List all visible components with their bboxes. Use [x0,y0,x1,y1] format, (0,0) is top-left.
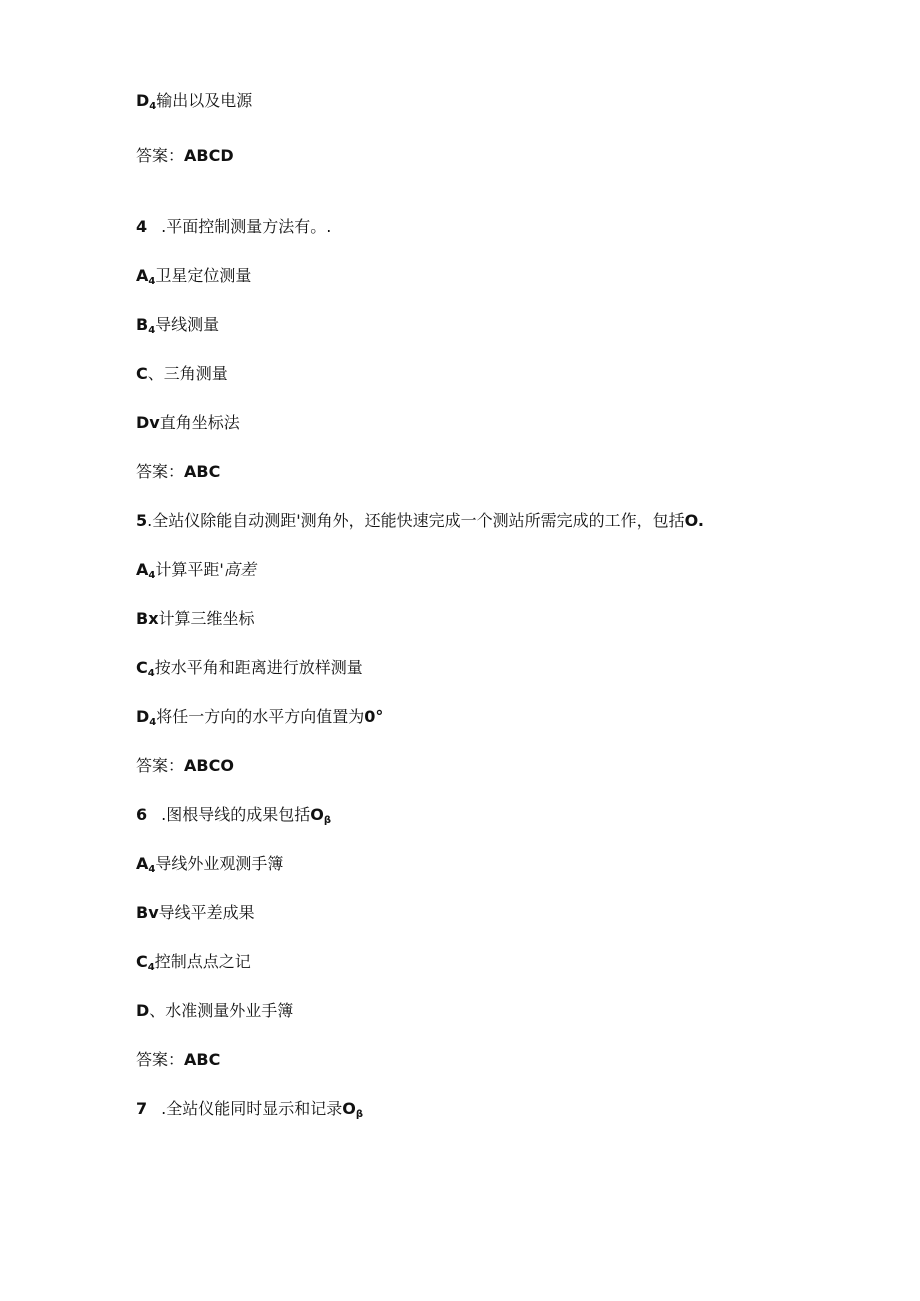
option-letter: A [136,560,149,579]
option-text: 计算平距' [155,560,224,579]
question-number: 5 [136,511,148,530]
q4-option-a [136,266,251,289]
option-letter: A [136,266,149,285]
q4-option-c [136,364,228,384]
option-subscript: 4 [147,668,155,679]
q5-option-a [136,560,256,583]
option-letter: D [136,1001,150,1020]
question-7 [136,1099,363,1122]
q6-option-d [136,1001,293,1021]
question-number: 7 [136,1099,148,1118]
option-letter: D [136,707,150,726]
option-letter: C [136,952,148,971]
answer-line-6 [136,1050,220,1070]
option-subscript: 4 [147,962,155,973]
answer-value: ABCO [184,756,234,775]
q5-option-c [136,658,363,681]
q4-option-b [136,315,219,338]
answer-line-5 [136,756,234,776]
answer-line-3 [136,146,234,166]
question-text: .全站仪能同时显示和记录 [161,1099,343,1118]
question-number: 4 [136,217,148,236]
answer-value: ABCD [184,146,234,165]
answer-value: ABC [184,1050,221,1069]
option-letter: C [136,364,148,383]
option-subscript: 4 [148,325,156,336]
question-tail: O. [684,511,704,530]
line-option-d-power [136,91,252,114]
option-text-italic: 高差 [223,560,256,579]
question-6 [136,805,331,828]
option-subscript: 4 [149,717,157,728]
option-letter: D [136,91,150,110]
option-text: 计算三维坐标 [158,609,255,628]
option-text: 卫星定位测量 [155,266,252,285]
option-letter: A [136,854,149,873]
answer-label: 答案： [136,146,185,165]
question-tail: O [342,1099,356,1118]
question-number: 6 [136,805,148,824]
question-4 [136,217,331,237]
q6-option-c [136,952,251,975]
q6-option-b [136,903,255,923]
q6-option-a [136,854,283,877]
answer-label: 答案： [136,462,185,481]
option-text: 、水准测量外业手簿 [149,1001,294,1020]
answer-value: ABC [184,462,221,481]
question-text: .全站仪除能自动测距'测角外，还能快速完成一个测站所需完成的工作，包括 [147,511,685,530]
option-letter: Bx [136,609,159,628]
option-text: 按水平角和距离进行放样测量 [154,658,363,677]
option-text: 导线平差成果 [158,903,255,922]
option-text: 直角坐标法 [159,413,240,432]
option-text: 导线外业观测手簿 [155,854,284,873]
question-subscript: β [323,815,332,826]
option-subscript: 4 [149,101,157,112]
option-letter: Bv [136,903,159,922]
option-letter: C [136,658,148,677]
option-text: 导线测量 [155,315,220,334]
question-5 [136,511,704,531]
option-text: 输出以及电源 [156,91,253,110]
answer-line-4 [136,462,220,482]
option-letter: B [136,315,149,334]
option-text: 控制点点之记 [154,952,251,971]
option-subscript: 4 [148,864,156,875]
answer-label: 答案： [136,756,185,775]
option-subscript: 4 [148,276,156,287]
question-text: .图根导线的成果包括 [161,805,311,824]
option-letter: Dv [136,413,160,432]
q4-option-d [136,413,240,433]
answer-label: 答案： [136,1050,185,1069]
option-text: 将任一方向的水平方向值置为 [156,707,365,726]
q5-option-d [136,707,383,730]
option-subscript: 4 [148,570,156,581]
question-tail: O [310,805,324,824]
q5-option-b [136,609,255,629]
question-text: .平面控制测量方法有。. [161,217,332,236]
option-tail: 0° [364,707,384,726]
option-text: 、三角测量 [147,364,228,383]
question-subscript: β [355,1109,364,1120]
